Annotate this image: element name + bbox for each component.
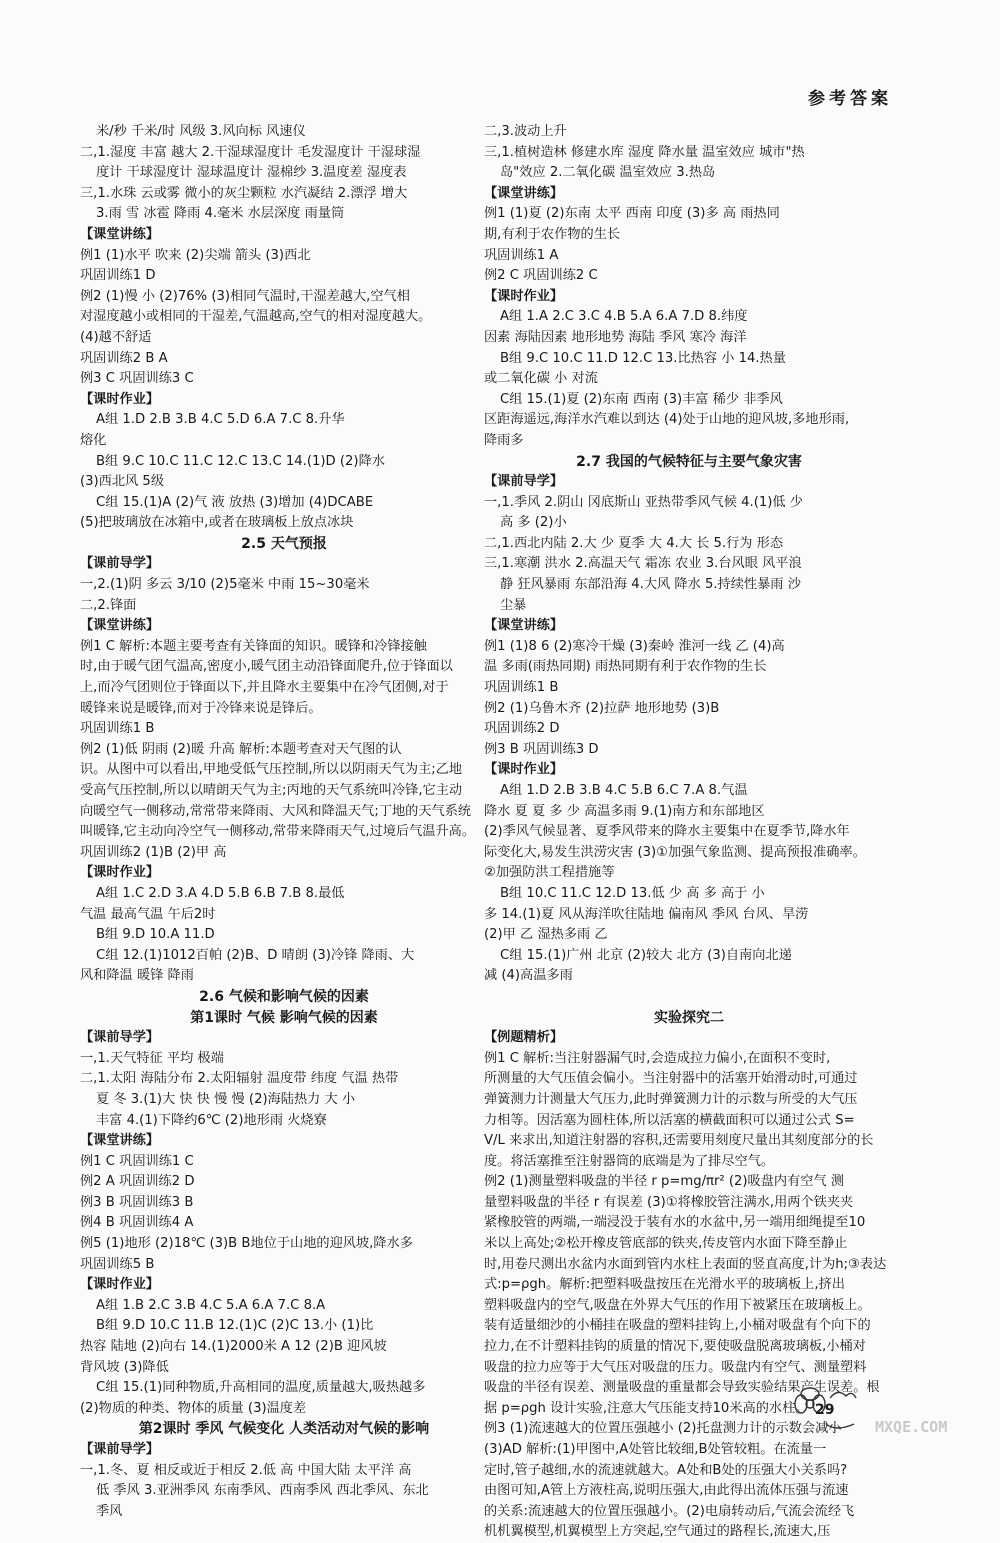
left_column-line: 【课堂讲练】 bbox=[80, 1133, 160, 1149]
left_column-line: 例3 C 巩固训练3 C bbox=[80, 371, 194, 387]
right_column-line: 【例题精析】 bbox=[484, 1030, 564, 1046]
left_column-line: 风和降温 暖锋 降雨 bbox=[80, 968, 194, 984]
left_column-line: 一,2.(1)阴 多云 3/10 (2)5毫米 中雨 15~30毫米 bbox=[80, 577, 370, 593]
left_column-line: 向暖空气一侧移动,常常带来降雨、大风和降温天气;丁地的天气系统 bbox=[80, 803, 472, 819]
right_column-line: 力相等。因活塞为圆柱体,所以活塞的横截面积可以通过公式 S= bbox=[484, 1112, 855, 1128]
watermark: MXQE.COM bbox=[875, 1418, 948, 1436]
right_column-line: 岛"效应 2.二氧化碳 温室效应 3.热岛 bbox=[500, 165, 716, 181]
right_column-line: 三,1.植树造林 修建水库 湿度 降水量 温室效应 城市"热 bbox=[484, 144, 805, 160]
right_column-line: 例2 (1)乌鲁木齐 (2)拉萨 地形地势 (3)B bbox=[484, 700, 720, 716]
right_column-line: 例1 (1)8 6 (2)寒冷干燥 (3)秦岭 淮河一线 乙 (4)高 bbox=[484, 638, 785, 654]
left_column-line: 例3 B 巩固训练3 B bbox=[80, 1194, 194, 1210]
right_column-line: 二,3.波动上升 bbox=[484, 124, 567, 139]
left_column-line: 【课前导学】 bbox=[80, 556, 160, 572]
right_column-line: 例1 (1)夏 (2)东南 太平 西南 印度 (3)多 高 雨热同 bbox=[484, 206, 780, 222]
right_column-line: 区距海遥远,海洋水汽难以到达 (4)处于山地的迎风坡,多地形雨, bbox=[484, 412, 850, 428]
right_column-line: 例3 B 巩固训练3 D bbox=[484, 741, 599, 757]
left-column bbox=[80, 122, 488, 1522]
left_column-line: 识。从图中可以看出,甲地受低气压控制,所以以阴雨天气为主;乙地 bbox=[80, 762, 463, 778]
right_column-line: 二,1.西北内陆 2.大 少 夏季 大 4.大 长 5.行为 形态 bbox=[484, 535, 784, 551]
left_column-line: 熔化 bbox=[80, 432, 107, 448]
left_column-line: 三,1.水珠 云或雾 微小的灰尘颗粒 水汽凝结 2.漂浮 增大 bbox=[80, 185, 408, 201]
right_column-line: B组 10.C 11.C 12.D 13.低 少 高 多 高于 小 bbox=[500, 885, 765, 901]
left_column-line: 例2 (1)慢 小 (2)76% (3)相同气温时,干湿差越大,空气相 bbox=[80, 288, 410, 304]
left_column-line: C组 15.(1)同种物质,升高相同的温度,质量越大,吸热越多 bbox=[96, 1380, 426, 1396]
right_column-line: 2.7 我国的气候特征与主要气象灾害 bbox=[576, 453, 802, 470]
left_column-line: 二,1.太阳 海陆分布 2.太阳辐射 温度带 纬度 气温 热带 bbox=[80, 1071, 399, 1087]
right_column-line: 多 14.(1)夏 风从海洋吹往陆地 偏南风 季风 台风、旱涝 bbox=[484, 906, 809, 922]
right_column-line: 例3 (1)流速越大的位置压强越小 (2)托盘测力计的示数会减小 bbox=[484, 1421, 842, 1437]
left_column-line: 【课前导学】 bbox=[80, 1030, 160, 1046]
left_column-line: 热容 陆地 (2)向右 14.(1)2000米 A 12 (2)B 迎风坡 bbox=[80, 1339, 387, 1355]
right_column-line: 例1 C 解析:当注射器漏气时,会造成拉力偏小,在面积不变时, bbox=[484, 1050, 831, 1066]
right_column-line: 定时,管子越细,水的流速就越大。A处和B处的压强大小关系吗? bbox=[484, 1462, 848, 1478]
left_column-line: 例4 B 巩固训练4 A bbox=[80, 1215, 194, 1231]
right_column-line: C组 15.(1)夏 (2)东南 西南 (3)丰富 稀少 非季风 bbox=[500, 391, 783, 407]
left_column-line: 气温 最高气温 午后2时 bbox=[80, 906, 216, 922]
right_column-line: 装有适量细沙的小桶挂在吸盘的塑料挂钩上,小桶对吸盘有个向下的 bbox=[484, 1318, 871, 1334]
right_column-line: 或二氧化碳 小 对流 bbox=[484, 371, 598, 387]
left_column-line: 【课前导学】 bbox=[80, 1442, 160, 1457]
right_column-line: 巩固训练1 A bbox=[484, 247, 559, 263]
left_column-line: 例1 C 巩固训练1 C bbox=[80, 1153, 194, 1169]
right_column-line: 三,1.寒潮 洪水 2.高温天气 霜冻 农业 3.台风眼 风平浪 bbox=[484, 556, 802, 572]
right_column-line: 静 狂风暴雨 东部沿海 4.大风 降水 5.持续性暴雨 沙 bbox=[500, 577, 801, 593]
right_column-line: 时,用卷尺测出水盆内水面到管内水柱上表面的竖直高度,计为h;③表达 bbox=[484, 1256, 887, 1272]
right-column bbox=[484, 122, 894, 1543]
left_column-line: 二,1.湿度 丰富 越大 2.干湿球湿度计 毛发湿度计 干湿球湿 bbox=[80, 144, 421, 160]
left_column-line: 巩固训练2 B A bbox=[80, 350, 168, 366]
left_column-line: 【课堂讲练】 bbox=[80, 618, 160, 634]
left_column-line: A组 1.C 2.D 3.A 4.D 5.B 6.B 7.B 8.最低 bbox=[96, 885, 345, 901]
right_column-line: 度。将活塞推至注射器筒的底端是为了排尽空气。 bbox=[484, 1153, 775, 1169]
left_column-line: B组 9.C 10.C 11.C 12.C 13.C 14.(1)D (2)降水 bbox=[96, 453, 385, 469]
right_column-line: C组 15.(1)广州 北京 (2)较大 北方 (3)自南向北递 bbox=[500, 947, 792, 963]
right_column-line: 减 (4)高温多雨 bbox=[484, 968, 573, 984]
left_column-line: 3.雨 雪 冰雹 降雨 4.毫米 水层深度 雨量筒 bbox=[96, 206, 345, 222]
left_column-line: A组 1.D 2.B 3.B 4.C 5.D 6.A 7.C 8.升华 bbox=[96, 412, 345, 428]
page-number: 29 bbox=[815, 1402, 835, 1418]
right_column-line: 降雨多 bbox=[484, 432, 524, 448]
left_column-line: 例5 (1)地形 (2)18℃ (3)B B地位于山地的迎风坡,降水多 bbox=[80, 1236, 413, 1252]
left_column-line: 2.6 气候和影响气候的因素 bbox=[199, 988, 369, 1005]
left_column-line: 第1课时 气候 影响气候的因素 bbox=[190, 1009, 378, 1026]
right_column-line: 尘暴 bbox=[500, 597, 527, 613]
left_column-line: 【课时作业】 bbox=[80, 391, 160, 407]
left_column-line: 低 季风 3.亚洲季风 东南季风、西南季风 西北季风、东北 bbox=[96, 1483, 429, 1499]
left_column-line: C组 12.(1)1012百帕 (2)B、D 晴朗 (3)冷锋 降雨、大 bbox=[96, 947, 415, 963]
left_column-line: 巩固训练2 (1)B (2)甲 高 bbox=[80, 844, 227, 860]
left_column-line: 丰富 4.(1)下降约6℃ (2)地形雨 火烧寮 bbox=[96, 1112, 327, 1128]
left_column-line: 一,1.天气特征 平均 极端 bbox=[80, 1050, 224, 1066]
left_column-line: 【课时作业】 bbox=[80, 865, 160, 881]
right_column-line: 由图可知,A管上方液柱高,说明压强大,由此得出流体压强与流速 bbox=[484, 1483, 849, 1499]
left_column-line: 一,1.冬、夏 相反或近于相反 2.低 高 中国大陆 太平洋 高 bbox=[80, 1462, 412, 1478]
right_column-line: 弹簧测力计测量大气压力,此时弹簧测力计的示数与所受的大气压 bbox=[484, 1091, 858, 1107]
left_column-line: (2)物质的种类、物体的质量 (3)温度差 bbox=[80, 1400, 307, 1416]
left_column-line: 时,由于暖气团气温高,密度小,暖气团主动沿锋面爬升,位于锋面以 bbox=[80, 659, 453, 675]
left_column-line: 例1 C 解析:本题主要考查有关锋面的知识。暖锋和冷锋接触 bbox=[80, 638, 427, 654]
right_column-line: B组 9.C 10.C 11.D 12.C 13.比热容 小 14.热量 bbox=[500, 350, 786, 366]
left_column-line: 夏 冬 3.(1)大 快 快 慢 慢 (2)海陆热力 大 小 bbox=[96, 1091, 356, 1107]
left_column-line: 暖锋来说是暖锋,而对于冷锋来说是锋后。 bbox=[80, 700, 322, 716]
left_column-line: A组 1.B 2.C 3.B 4.C 5.A 6.A 7.C 8.A bbox=[96, 1297, 326, 1313]
right_column-line: (3)AD 解析:(1)甲图中,A处管比较细,B处管较粗。在流量一 bbox=[484, 1442, 827, 1457]
left_column-line: 【课堂讲练】 bbox=[80, 226, 160, 242]
right_column-line: 吸盘的拉力应等于大气压对吸盘的压力。吸盘内有空气、测量塑料 bbox=[484, 1359, 867, 1375]
left_column-line: 巩固训练1 B bbox=[80, 721, 155, 737]
left_column-line: 背风坡 (3)降低 bbox=[80, 1359, 169, 1375]
right_column-line: 米以上高处;②松开橡皮管底部的铁夹,传皮管内水面下降至静止 bbox=[484, 1236, 848, 1252]
right_column-line: 际变化大,易发生洪涝灾害 (3)①加强气象监测、提高预报准确率。 bbox=[484, 844, 866, 860]
right_column-line: 实验探究二 bbox=[654, 1009, 724, 1026]
right_column-line: 塑料吸盘内的空气,吸盘在外界大气压的作用下被紧压在玻璃板上。 bbox=[484, 1297, 871, 1313]
left_column-line: 叫暖锋,它主动向冷空气一侧移动,常带来降雨天气,过境后气温升高。 bbox=[80, 824, 476, 840]
right_column-line: 【课时作业】 bbox=[484, 288, 564, 304]
left_column-line: 例2 A 巩固训练2 D bbox=[80, 1174, 195, 1190]
left_column-line: 季风 bbox=[96, 1503, 123, 1519]
right_column-line: 例2 C 巩固训练2 C bbox=[484, 268, 598, 284]
left_column-line: 2.5 天气预报 bbox=[241, 535, 327, 552]
right_column-line: 温 多雨(雨热同期) 雨热同期有利于农作物的生长 bbox=[484, 659, 767, 675]
right_column-line: 一,1.季风 2.阴山 冈底斯山 亚热带季风气候 4.(1)低 少 bbox=[484, 494, 803, 510]
right_column-line: 据 p=ρgh 设计实验,注意大气压能支持10米高的水柱。 bbox=[484, 1400, 809, 1416]
left_column-line: 米/秒 千米/时 风级 3.风向标 风速仪 bbox=[96, 124, 306, 139]
right_column-line: 吸盘的半径有误差、测量吸盘的重量都会导致实验结果产生误差。根 bbox=[484, 1380, 880, 1396]
right_column-line: 例2 (1)测量塑料吸盘的半径 r p=mg/πr² (2)吸盘内有空气 测 bbox=[484, 1174, 845, 1190]
left_column-line: 上,而冷气团则位于锋面以下,并且降水主要集中在冷气团侧,对于 bbox=[80, 680, 449, 696]
right_column-line: (2)甲 乙 湿热多雨 乙 bbox=[484, 927, 608, 943]
right_column-line: A组 1.D 2.B 3.B 4.C 5.B 6.C 7.A 8.气温 bbox=[500, 783, 748, 798]
right_column-line: 【课前导学】 bbox=[484, 474, 564, 490]
right_column-line: 的关系:流速越大的位置压强越小。(2)电扇转动后,气流会流经飞 bbox=[484, 1503, 855, 1519]
right_column-line: 巩固训练1 B bbox=[484, 680, 559, 696]
left_column-line: 巩固训练1 D bbox=[80, 268, 156, 284]
right_column-line: 降水 夏 夏 多 少 高温多雨 9.(1)南方和东部地区 bbox=[484, 803, 765, 819]
left_column-line: 【课时作业】 bbox=[80, 1277, 160, 1293]
left_column-line: B组 9.D 10.A 11.D bbox=[96, 927, 215, 943]
left_column-line: 二,2.锋面 bbox=[80, 597, 137, 613]
right_column-line: (2)季风气候显著、夏季风带来的降水主要集中在夏季节,降水年 bbox=[484, 824, 850, 840]
right_column-line: 因素 海陆因素 地形地势 海陆 季风 寒冷 海洋 bbox=[484, 329, 747, 345]
right_column-line: 量塑料吸盘的半径 r 有误差 (3)①将橡胶管注满水,用两个铁夹夹 bbox=[484, 1194, 854, 1210]
left_column-line: 受高气压控制,所以以晴朗天气为主;丙地的天气系统叫冷锋,它主动 bbox=[80, 783, 463, 798]
right_column-line: ②加强防洪工程措施等 bbox=[484, 865, 615, 881]
right_column-line: 【课时作业】 bbox=[484, 762, 564, 778]
left_column-line: 度计 干球湿度计 湿球温度计 湿棉纱 3.温度差 湿度表 bbox=[96, 165, 407, 181]
right_column-line: V/L 来求出,知道注射器的容积,还需要用刻度尺量出其刻度部分的长 bbox=[484, 1133, 874, 1149]
right_column-line: 期,有利于农作物的生长 bbox=[484, 226, 621, 242]
page-header: 参考答案 bbox=[808, 89, 892, 109]
right_column-line: 高 多 (2)小 bbox=[500, 515, 567, 531]
right_column-line: 【课堂讲练】 bbox=[484, 618, 564, 634]
right_column-line bbox=[484, 987, 894, 1008]
left_column-line: B组 9.D 10.C 11.B 12.(1)C (2)C 13.小 (1)比 bbox=[96, 1318, 374, 1334]
right_column-line: 紧橡胶管的两端,一端浸没于装有水的水盆中,另一端用细绳提至10 bbox=[484, 1215, 866, 1231]
left_column-line: (3)西北风 5级 bbox=[80, 474, 165, 490]
left_column-line: 例2 (1)低 阴雨 (2)暖 升高 解析:本题考查对天气图的认 bbox=[80, 741, 402, 757]
right_column-line: A组 1.A 2.C 3.C 4.B 5.A 6.A 7.D 8.纬度 bbox=[500, 309, 748, 325]
right_column-line: 巩固训练2 D bbox=[484, 721, 560, 737]
left_column-line: (5)把玻璃放在冰箱中,或者在玻璃板上放点冰块 bbox=[80, 515, 354, 531]
right_column-line: 机机翼模型,机翼模型上方突起,空气通过的路程长,流速大,压 bbox=[484, 1524, 831, 1540]
right_column-line: 【课堂讲练】 bbox=[484, 185, 564, 201]
left_column-line: C组 15.(1)A (2)气 液 放热 (3)增加 (4)DCABE bbox=[96, 494, 374, 510]
left_column-line: 对湿度越小或相同的干湿差,气温越高,空气的相对湿度越大。 bbox=[80, 309, 432, 325]
left_column-line: (4)越不舒适 bbox=[80, 329, 152, 345]
right_column-line: 拉力,在不计塑料挂钩的质量的情况下,要使吸盘脱离玻璃板,小桶对 bbox=[484, 1339, 866, 1355]
left_column-line: 例1 (1)水平 吹来 (2)尖端 箭头 (3)西北 bbox=[80, 247, 311, 263]
left_column-line: 第2课时 季风 气候变化 人类活动对气候的影响 bbox=[138, 1421, 430, 1438]
left_column-line: 巩固训练5 B bbox=[80, 1256, 155, 1272]
right_column-line: 所测量的大气压值会偏小。当注射器中的活塞开始滑动时,可通过 bbox=[484, 1071, 858, 1087]
right_column-line: 式:p=ρgh。解析:把塑料吸盘按压在光滑水平的玻璃板上,挤出 bbox=[484, 1277, 845, 1293]
